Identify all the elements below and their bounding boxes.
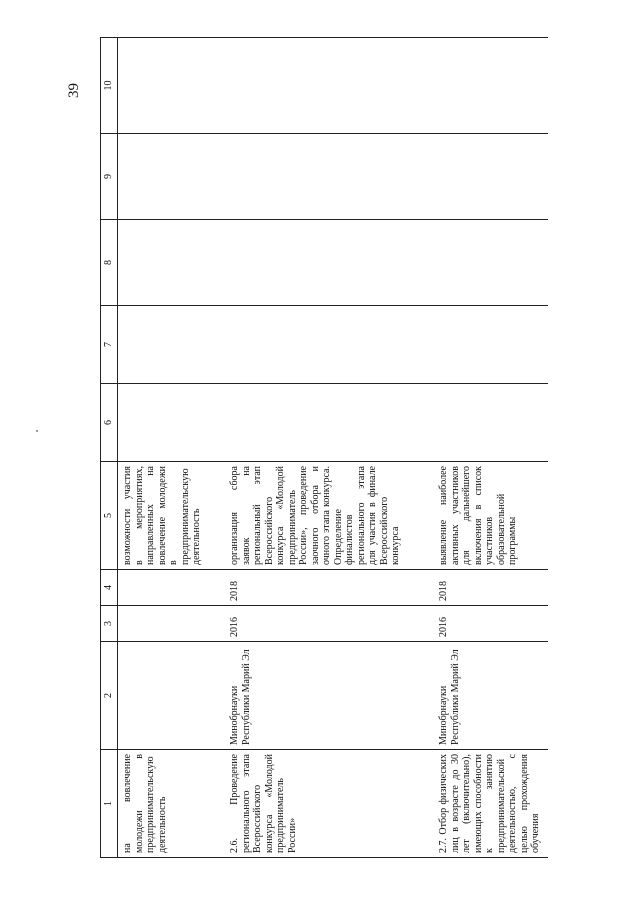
cell-col9 xyxy=(118,134,227,220)
program-table xyxy=(100,37,548,858)
table-row xyxy=(226,38,435,858)
col-header-10: 10 xyxy=(101,38,118,134)
cell-measure: на вовлечение молодежи в предпринимательскую деятельность xyxy=(118,750,227,858)
col-header-5: 5 xyxy=(101,462,118,570)
cell-col7 xyxy=(435,306,548,384)
col-header-2: 2 xyxy=(101,642,118,750)
cell-start-year: 2016 xyxy=(226,606,435,642)
cell-col6 xyxy=(435,384,548,462)
cell-executor: Минобрнауки Республики Марий Эл xyxy=(226,642,435,750)
cell-col8 xyxy=(118,220,227,306)
cell-col6 xyxy=(118,384,227,462)
cell-measure: 2.6. Проведение регионального этапа Всероссийского конкурса «Молодой предприниматель России» xyxy=(226,750,435,858)
rotated-table-wrapper xyxy=(100,38,541,858)
cell-col8 xyxy=(226,220,435,306)
table-row xyxy=(118,38,227,858)
col-header-8: 8 xyxy=(101,220,118,306)
table-row xyxy=(435,38,548,858)
col-header-6: 6 xyxy=(101,384,118,462)
cell-col6 xyxy=(226,384,435,462)
col-header-3: 3 xyxy=(101,606,118,642)
page-number: 39 xyxy=(66,83,82,98)
cell-start-year xyxy=(118,606,227,642)
cell-col9 xyxy=(226,134,435,220)
cell-col8 xyxy=(435,220,548,306)
cell-result: организация сбора заявок на региональный этап Всероссийского конкурса «Молодой предприниматель России», проведение заочного отбора и очного этапа конкурса. Определение финалистов регионального этапа для участия в финале Всероссийского конкурса xyxy=(226,462,435,570)
cell-end-year xyxy=(118,570,227,606)
cell-col10 xyxy=(118,38,227,134)
col-header-9: 9 xyxy=(101,134,118,220)
cell-start-year: 2016 xyxy=(435,606,548,642)
cell-measure: 2.7. Отбор физических лиц в возрасте до 30 лет (включительно), имеющих способности к занятию предпринимательской деятельностью, с целью прохождения обучения xyxy=(435,750,548,858)
cell-executor: Минобрнауки Республики Марий Эл xyxy=(435,642,548,750)
cell-result: выявление наиболее активных участников для дальнейшего включения в список участников образовательной программы xyxy=(435,462,548,570)
cell-end-year: 2018 xyxy=(226,570,435,606)
header-row xyxy=(101,38,118,858)
cell-col7 xyxy=(226,306,435,384)
cell-executor xyxy=(118,642,227,750)
col-header-7: 7 xyxy=(101,306,118,384)
cell-result: возможности участия в мероприятиях, направленных на вовлечение молодежи в предпринимательскую деятельность xyxy=(118,462,227,570)
cell-col10 xyxy=(226,38,435,134)
scan-speck xyxy=(36,430,38,432)
cell-col7 xyxy=(118,306,227,384)
cell-end-year: 2018 xyxy=(435,570,548,606)
cell-col9 xyxy=(435,134,548,220)
col-header-1: 1 xyxy=(101,750,118,858)
cell-col10 xyxy=(435,38,548,134)
col-header-4: 4 xyxy=(101,570,118,606)
